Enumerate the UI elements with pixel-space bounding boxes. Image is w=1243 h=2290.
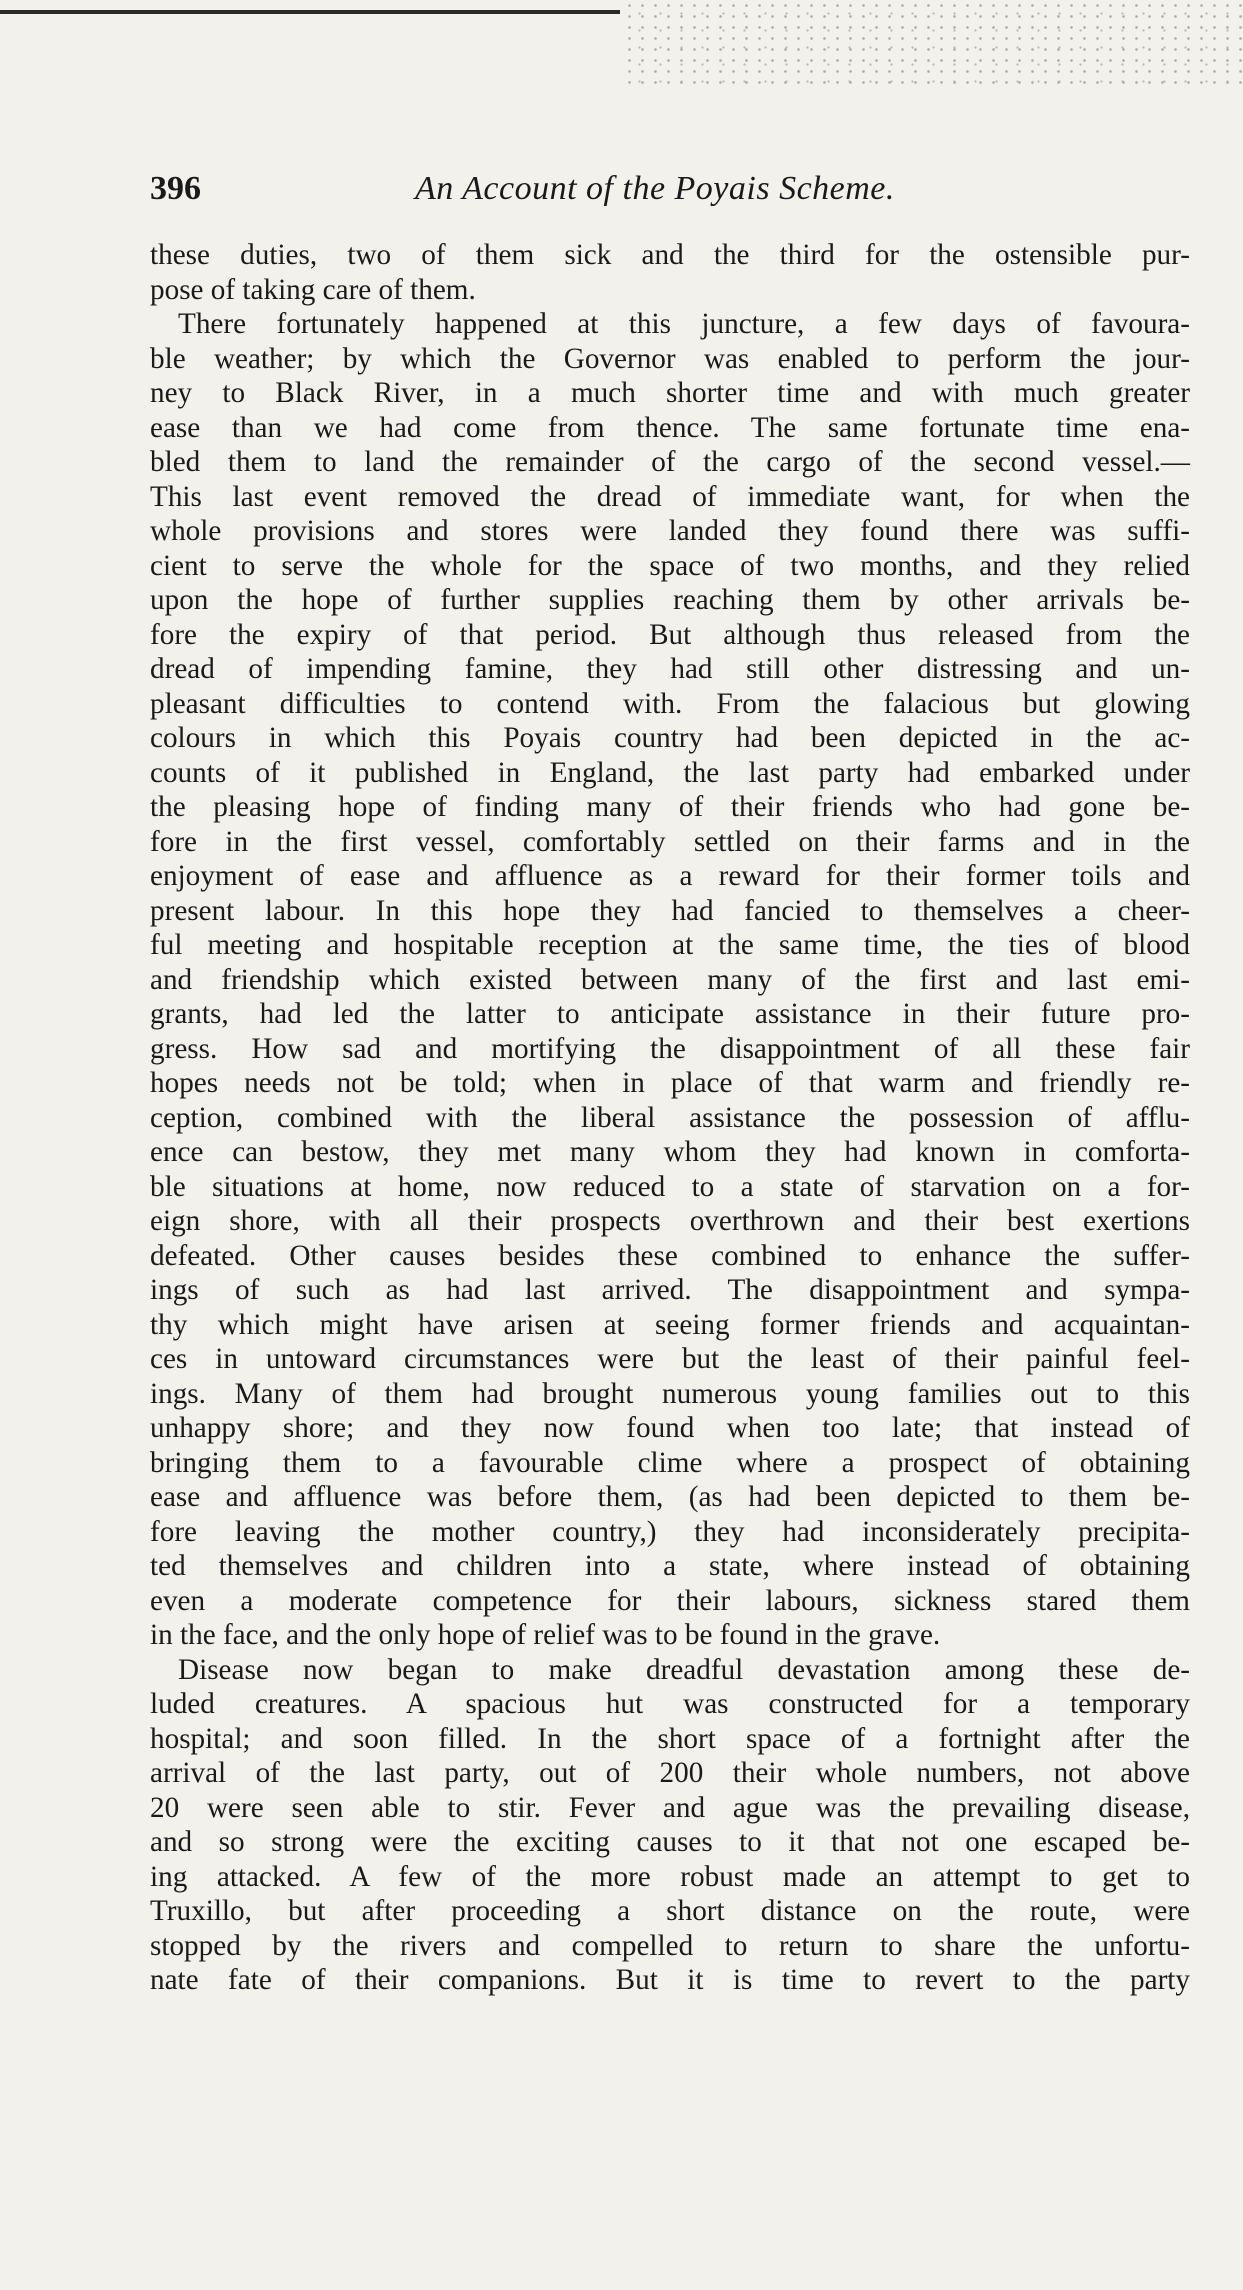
text-line: arrival of the last party, out of 200 their whole numbers, not above xyxy=(150,1757,1190,1789)
text-line: upon the hope of further supplies reaching them by other arrivals be- xyxy=(150,584,1190,616)
page-header xyxy=(150,170,1190,220)
text-line: cient to serve the whole for the space of two months, and they relied xyxy=(150,549,1190,582)
text-line: Truxillo, but after proceeding a short distance on the route, were xyxy=(150,1895,1190,1927)
text-line: bringing them to a favourable clime where a prospect of obtaining xyxy=(150,1446,1190,1479)
text-line: dread of impending famine, they had still other distressing and un- xyxy=(150,653,1190,685)
text-line: ing attacked. A few of the more robust made an attempt to get to xyxy=(150,1860,1190,1893)
text-line: ease than we had come from thence. The same fortunate time ena- xyxy=(150,411,1190,444)
text-line: pleasant difficulties to contend with. From the falacious but glowing xyxy=(150,687,1190,720)
top-rule xyxy=(0,10,620,14)
body-text xyxy=(150,238,1190,1998)
running-title: An Account of the Poyais Scheme. xyxy=(415,170,895,207)
text-line: ease and affluence was before them, (as had been depicted to them be- xyxy=(150,1481,1190,1513)
text-line: This last event removed the dread of immediate want, for when the xyxy=(150,480,1190,513)
text-line: ful meeting and hospitable reception at the same time, the ties of blood xyxy=(150,929,1190,961)
text-line: ces in untoward circumstances were but the least of their painful feel- xyxy=(150,1343,1190,1375)
text-line: Disease now began to make dreadful devastation among these de- xyxy=(178,1653,1190,1686)
text-line: luded creatures. A spacious hut was constructed for a temporary xyxy=(150,1688,1190,1720)
text-line: fore in the first vessel, comfortably settled on their farms and in the xyxy=(150,825,1190,858)
text-line: and friendship which existed between many of the first and last emi- xyxy=(150,963,1190,996)
text-line: present labour. In this hope they had fancied to themselves a cheer- xyxy=(150,894,1190,927)
text-line: ney to Black River, in a much shorter time and with much greater xyxy=(150,377,1190,409)
text-line: ence can bestow, they met many whom they had known in comforta- xyxy=(150,1136,1190,1168)
text-line: ception, combined with the liberal assistance the possession of afflu- xyxy=(150,1101,1190,1134)
text-line: thy which might have arisen at seeing former friends and acquaintan- xyxy=(150,1308,1190,1341)
text-line: gress. How sad and mortifying the disappointment of all these fair xyxy=(150,1032,1190,1065)
text-line: bled them to land the remainder of the cargo of the second vessel.— xyxy=(150,446,1190,478)
text-line: There fortunately happened at this juncture, a few days of favoura- xyxy=(178,308,1190,340)
text-line: the pleasing hope of finding many of their friends who had gone be- xyxy=(150,791,1190,823)
text-line: and so strong were the exciting causes to it that not one escaped be- xyxy=(150,1826,1190,1858)
text-line: hopes needs not be told; when in place of that warm and friendly re- xyxy=(150,1067,1190,1099)
text-line: pose of taking care of them. xyxy=(150,273,476,306)
text-line: nate fate of their companions. But it is time to revert to the party xyxy=(150,1964,1190,1996)
text-line: defeated. Other causes besides these combined to enhance the suffer- xyxy=(150,1239,1190,1272)
text-line: ings. Many of them had brought numerous young families out to this xyxy=(150,1377,1190,1410)
text-line: ings of such as had last arrived. The disappointment and sympa- xyxy=(150,1274,1190,1306)
text-line: 20 were seen able to stir. Fever and ague was the prevailing disease, xyxy=(150,1791,1190,1824)
text-line: ted themselves and children into a state, where instead of obtaining xyxy=(150,1550,1190,1582)
text-line: in the face, and the only hope of relief was to be found in the grave. xyxy=(150,1619,941,1651)
text-line: fore leaving the mother country,) they had inconsiderately precipita- xyxy=(150,1515,1190,1548)
text-line: colours in which this Poyais country had been depicted in the ac- xyxy=(150,722,1190,754)
text-line: enjoyment of ease and affluence as a reward for their former toils and xyxy=(150,860,1190,892)
text-line: fore the expiry of that period. But although thus released from the xyxy=(150,618,1190,651)
page-number: 396 xyxy=(150,170,201,207)
text-line: counts of it published in England, the last party had embarked under xyxy=(150,756,1190,789)
text-line: even a moderate competence for their labours, sickness stared them xyxy=(150,1584,1190,1617)
print-speckle xyxy=(623,0,1243,90)
text-line: ble weather; by which the Governor was enabled to perform the jour- xyxy=(150,342,1190,375)
text-line: ble situations at home, now reduced to a state of starvation on a for- xyxy=(150,1170,1190,1203)
text-line: these duties, two of them sick and the third for the ostensible pur- xyxy=(150,239,1190,271)
text-line: whole provisions and stores were landed they found there was suffi- xyxy=(150,515,1190,547)
text-line: grants, had led the latter to anticipate assistance in their future pro- xyxy=(150,998,1190,1030)
text-line: eign shore, with all their prospects overthrown and their best exertions xyxy=(150,1205,1190,1237)
text-line: unhappy shore; and they now found when too late; that instead of xyxy=(150,1412,1190,1444)
text-line: stopped by the rivers and compelled to return to share the unfortu- xyxy=(150,1929,1190,1962)
text-line: hospital; and soon filled. In the short space of a fortnight after the xyxy=(150,1722,1190,1755)
